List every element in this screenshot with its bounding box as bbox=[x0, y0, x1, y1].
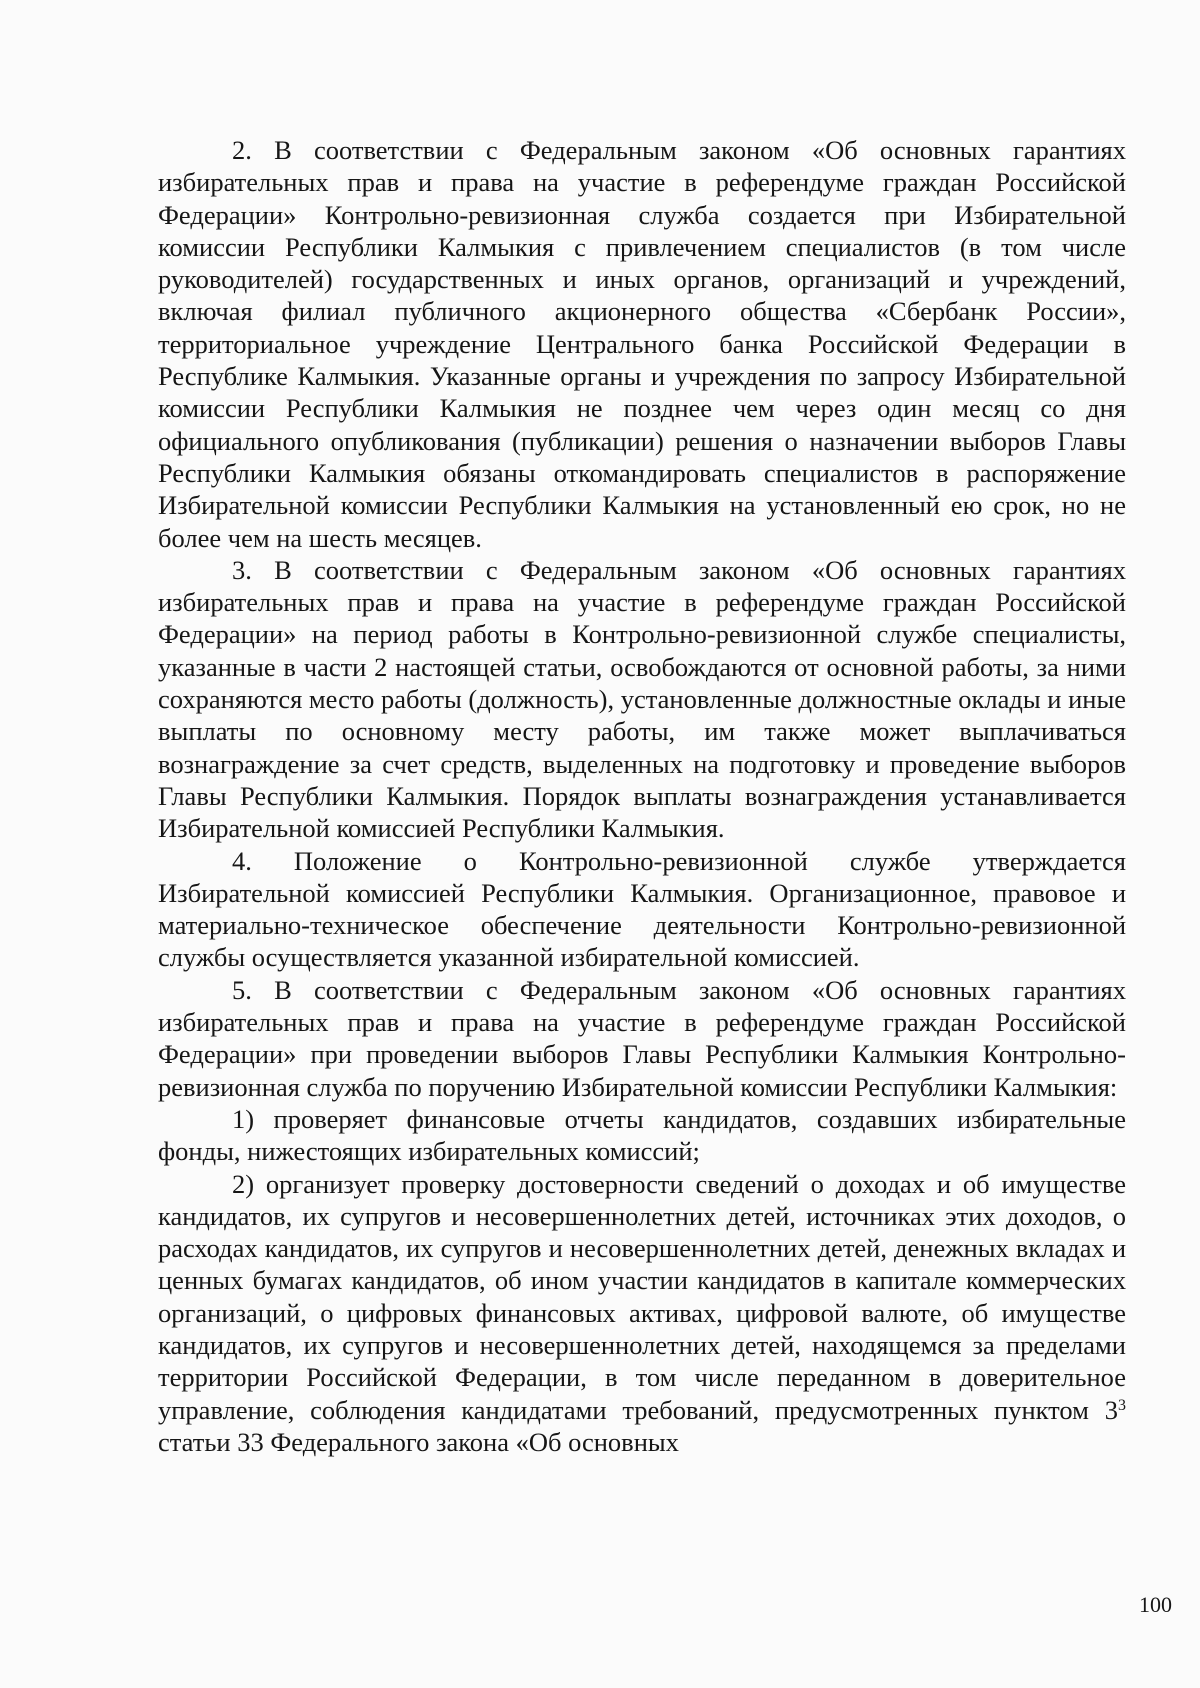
paragraph-5: 5. В соответствии с Федеральным законом «Об основных гарантиях избирательных прав и права на участие в референдуме граждан Российской Федерации» при проведении выборов Главы Республики Калмыкия Контрольно-ревизионная служба по поручению Избирательной комиссии Республики Калмыкия: bbox=[158, 974, 1126, 1102]
paragraph-4: 4. Положение о Контрольно-ревизионной службе утверждается Избирательной комиссией Республики Калмыкия. Организационное, правовое и материально-техническое обеспечение деятельности Контрольно-ревизионной службы осуществляется указанной избирательной комиссией. bbox=[158, 845, 1126, 973]
page-number: 100 bbox=[1139, 1592, 1172, 1617]
paragraph-5-item-2 bbox=[158, 1168, 1126, 1459]
paragraph-3: 3. В соответствии с Федеральным законом «Об основных гарантиях избирательных прав и права на участие в референдуме граждан Российской Федерации» на период работы в Контрольно-ревизионной службе специалисты, указанные в части 2 настоящей статьи, освобождаются от основной работы, за ними сохраняются место работы (должность), установленные должностные оклады и иные выплаты по основному месту работы, им также может выплачиваться вознаграждение за счет средств, выделенных на подготовку и проведение выборов Главы Республики Калмыкия. Порядок выплаты вознаграждения устанавливается Избирательной комиссией Республики Калмыкия. bbox=[158, 554, 1127, 844]
paragraph-2: 2. В соответствии с Федеральным законом «Об основных гарантиях избирательных прав и права на участие в референдуме граждан Российской Федерации» Контрольно-ревизионная служба создается при Избирательной комиссии Республики Калмыкия с привлечением специалистов (в том числе руководителей) государственных и иных органов, организаций и учреждений, включая филиал публичного акционерного общества «Сбербанк России», территориальное учреждение Центрального банка Российской Федерации в Республике Калмыкия. Указанные органы и учреждения по запросу Избирательной комиссии Республики Калмыкия не позднее чем через один месяц со дня официального опубликования (публикации) решения о назначении выборов Главы Республики Калмыкия обязаны откомандировать специалистов в распоряжение Избирательной комиссии Республики Калмыкия на установленный ею срок, но не более чем на шесть месяцев. bbox=[158, 135, 1126, 553]
item-2-text-continued: статьи 33 Федерального закона «Об основных bbox=[158, 1426, 679, 1457]
document-body bbox=[158, 134, 1126, 1458]
paragraph-5-item-1: 1) проверяет финансовые отчеты кандидатов, создавших избирательные фонды, нижестоящих избирательных комиссий; bbox=[158, 1103, 1126, 1167]
item-2-text: 2) организует проверку достоверности сведений о доходах и об имуществе кандидатов, их супругов и несовершеннолетних детей, источниках этих доходов, о расходах кандидатов, их супругов и несовершеннолетних детей, денежных вкладах и ценных бумагах кандидатов, об ином участии кандидатов в капитале коммерческих организаций, о цифровых финансовых активах, цифровой валюте, об имуществе кандидатов, их супругов и несовершеннолетних детей, находящемся за пределами территории Российской Федерации, в том числе переданном в доверительное управление, соблюдения кандидатами требований, предусмотренных пунктом 3 bbox=[158, 1168, 1126, 1425]
superscript-marker: 3 bbox=[1118, 1396, 1126, 1414]
